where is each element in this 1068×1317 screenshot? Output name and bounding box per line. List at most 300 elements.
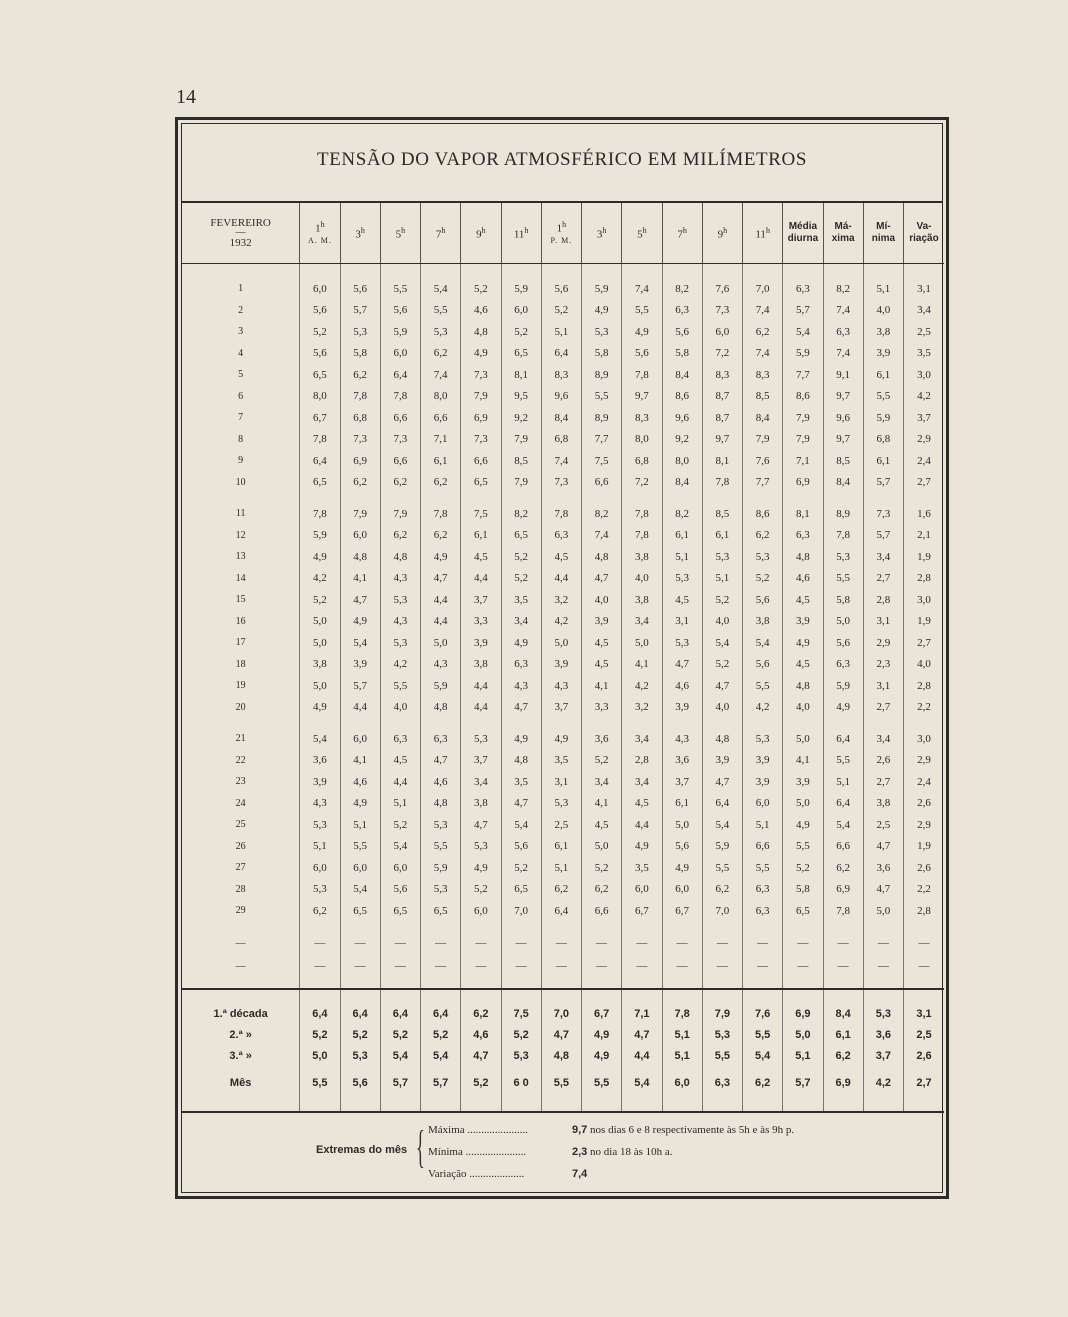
spacer-cell	[622, 718, 662, 728]
value-cell: 8,1	[501, 364, 541, 386]
value-cell: 5,9	[421, 857, 461, 879]
spacer-cell	[541, 978, 581, 989]
value-cell: 5,6	[300, 300, 340, 322]
value-cell: 8,3	[541, 364, 581, 386]
extremes-variacao-row	[428, 1168, 588, 1180]
table-row	[182, 472, 944, 494]
value-cell: 4,9	[300, 697, 340, 719]
spacer-cell	[823, 718, 863, 728]
value-cell: 2,2	[917, 701, 931, 714]
table-row	[182, 793, 944, 815]
spacer-row	[182, 989, 944, 1004]
value-cell: 6 0	[501, 1067, 541, 1099]
value-cell: 4,9	[783, 814, 823, 836]
value-cell: 4,5	[541, 546, 581, 568]
spacer-cell	[823, 493, 863, 503]
value-cell: 4,9	[622, 836, 662, 858]
value-cell: 7,4	[582, 525, 622, 547]
value-cell: 5,3	[743, 546, 783, 568]
value-cell: 5,3	[863, 1004, 903, 1025]
value-cell: 6,4	[421, 1004, 461, 1025]
spacer-cell	[340, 922, 380, 932]
value-cell: 6,4	[380, 1004, 420, 1025]
value-cell: 1,6	[917, 507, 931, 520]
value-cell: 6,1	[863, 364, 903, 386]
value-cell: 6,1	[863, 450, 903, 472]
value-cell: 6,5	[421, 900, 461, 922]
decade-summary-row	[182, 1004, 944, 1025]
value-cell: 7,8	[823, 525, 863, 547]
value-cell: 4,4	[421, 611, 461, 633]
spacer-cell	[863, 989, 903, 1004]
spacer-cell	[582, 264, 622, 279]
value-cell: 4,7	[421, 750, 461, 772]
spacer-cell	[863, 493, 903, 503]
value-cell: 5,5	[743, 675, 783, 697]
value-cell: 5,3	[380, 632, 420, 654]
value-cell: 5,0	[662, 814, 702, 836]
value-cell: 3,7	[461, 589, 501, 611]
value-cell: 5,5	[380, 675, 420, 697]
value-cell: 3,9	[300, 771, 340, 793]
table-row	[182, 879, 944, 901]
value-cell: 8,1	[702, 450, 742, 472]
value-cell: 6,2	[743, 525, 783, 547]
value-cell: 6,3	[743, 900, 783, 922]
value-cell: 7,8	[622, 503, 662, 525]
spacer-cell	[662, 493, 702, 503]
row-label: 7	[182, 407, 300, 429]
spacer-row	[182, 493, 944, 503]
spacer-cell	[823, 922, 863, 932]
header-dash: —	[235, 227, 246, 238]
header-hour	[380, 203, 420, 264]
value-cell: 5,4	[501, 814, 541, 836]
value-cell: 4,9	[501, 728, 541, 750]
value-cell: 7,5	[461, 503, 501, 525]
value-cell: 3,1	[863, 675, 903, 697]
value-cell: 5,1	[662, 1025, 702, 1046]
header-maxima-2: xima	[831, 233, 855, 244]
value-cell: —	[300, 955, 340, 978]
header-media-diurna	[783, 203, 823, 264]
header-hour	[582, 203, 622, 264]
value-cell: 5,8	[340, 343, 380, 365]
value-cell: 8,2	[501, 503, 541, 525]
value-cell: 6,5	[340, 900, 380, 922]
hour-label: 7	[677, 228, 683, 241]
value-cell: 8,4	[743, 407, 783, 429]
table-row	[182, 278, 944, 300]
value-cell: 5,6	[380, 879, 420, 901]
spacer-cell	[622, 989, 662, 1004]
spacer-cell	[501, 989, 541, 1004]
value-cell: 4,9	[461, 857, 501, 879]
value-cell: 4,6	[461, 1025, 501, 1046]
value-cell: 6,2	[582, 879, 622, 901]
value-cell: —	[541, 932, 581, 955]
spacer-cell	[380, 978, 420, 989]
value-cell: 5,1	[300, 836, 340, 858]
value-cell: 4,9	[300, 546, 340, 568]
spacer-cell	[582, 922, 622, 932]
value-cell: 2,7	[863, 697, 903, 719]
value-cell: 4,8	[501, 750, 541, 772]
value-cell: 9,6	[541, 386, 581, 408]
spacer-cell	[300, 922, 340, 932]
spacer-cell	[863, 922, 903, 932]
value-cell: 6,5	[461, 472, 501, 494]
value-cell: 5,3	[421, 814, 461, 836]
value-cell: 5,2	[783, 857, 823, 879]
value-cell: —	[501, 955, 541, 978]
header-hour	[461, 203, 501, 264]
spacer-cell	[541, 718, 581, 728]
value-cell: 7,8	[702, 472, 742, 494]
value-cell: 6,2	[340, 472, 380, 494]
value-cell: 2,9	[917, 433, 931, 446]
value-cell: 4,1	[783, 750, 823, 772]
value-cell: 5,4	[380, 1046, 420, 1067]
hour-suffix: h	[401, 226, 406, 236]
value-cell: 5,6	[743, 654, 783, 676]
value-cell: 4,8	[461, 321, 501, 343]
value-cell: 3,9	[702, 750, 742, 772]
value-cell: 5,4	[702, 814, 742, 836]
value-cell: 2,8	[917, 904, 931, 917]
value-cell: 6,0	[662, 1067, 702, 1099]
value-cell: 7,3	[863, 503, 903, 525]
header-hour	[541, 203, 581, 264]
value-cell: 6,1	[823, 1025, 863, 1046]
extremes-minima-note: no dia 18 às 10h a.	[587, 1146, 673, 1158]
value-cell: 6,4	[823, 728, 863, 750]
extremes-minima-name: Mínima ......................	[428, 1146, 527, 1158]
value-cell: 3,9	[783, 611, 823, 633]
extremes-minima-value	[572, 1146, 673, 1158]
value-cell: 7,4	[622, 278, 662, 300]
spacer-cell	[340, 264, 380, 279]
value-cell: 7,9	[501, 429, 541, 451]
value-cell: 5,0	[863, 900, 903, 922]
hour-label: 9	[476, 228, 482, 241]
value-cell: 5,9	[501, 278, 541, 300]
spacer-cell	[461, 989, 501, 1004]
value-cell: 6,5	[783, 900, 823, 922]
value-cell: 5,4	[340, 879, 380, 901]
spacer-cell	[380, 922, 420, 932]
value-cell: 2,6	[917, 861, 931, 874]
spacer-cell	[421, 718, 461, 728]
spacer-cell	[340, 718, 380, 728]
value-cell: 3,7	[461, 750, 501, 772]
table-frame-inner	[181, 123, 943, 1193]
spacer-cell	[863, 718, 903, 728]
value-cell: 4,8	[582, 546, 622, 568]
value-cell: 6,3	[501, 654, 541, 676]
value-cell: 8,3	[622, 407, 662, 429]
value-cell: 5,5	[743, 1025, 783, 1046]
value-cell: 5,0	[300, 675, 340, 697]
value-cell: 5,1	[863, 278, 903, 300]
value-cell: 4,2	[743, 697, 783, 719]
header-am: A. M.	[307, 235, 332, 245]
spacer-cell	[904, 718, 944, 728]
value-cell: 5,3	[380, 589, 420, 611]
value-cell: 6,5	[300, 472, 340, 494]
value-cell: 4,4	[461, 675, 501, 697]
extremes-maxima-row	[428, 1124, 795, 1136]
value-cell: 3,7	[541, 697, 581, 719]
spacer-cell	[421, 493, 461, 503]
value-cell: 5,3	[662, 632, 702, 654]
value-cell: 9,6	[662, 407, 702, 429]
row-label: 8	[182, 429, 300, 451]
value-cell: 6,1	[662, 793, 702, 815]
value-cell: 5,3	[300, 879, 340, 901]
value-cell: 4,9	[421, 546, 461, 568]
value-cell: 3,9	[582, 611, 622, 633]
value-cell: 4,9	[340, 793, 380, 815]
value-cell: 6,0	[461, 900, 501, 922]
spacer-cell	[582, 989, 622, 1004]
value-cell: —	[918, 960, 930, 972]
hour-suffix: h	[562, 220, 567, 230]
page-number: 14	[176, 86, 196, 108]
value-cell: 4,7	[421, 568, 461, 590]
value-cell: 6,2	[461, 1004, 501, 1025]
value-cell: 4,0	[702, 611, 742, 633]
value-cell: 5,2	[421, 1025, 461, 1046]
value-cell: 7,9	[461, 386, 501, 408]
value-cell: 5,1	[340, 814, 380, 836]
spacer-cell	[743, 264, 783, 279]
value-cell: 3,9	[863, 343, 903, 365]
value-cell: 7,5	[501, 1004, 541, 1025]
value-cell: 6,3	[541, 525, 581, 547]
row-label: 3.ª »	[182, 1046, 300, 1067]
header-pm: P. M.	[550, 235, 573, 245]
extremes-maxima-note: nos dias 6 e 8 respectivamente às 5h e às 9h p.	[587, 1124, 795, 1136]
value-cell: 2,9	[917, 754, 931, 767]
row-label: 28	[182, 879, 300, 901]
value-cell: 5,5	[702, 1046, 742, 1067]
value-cell: 4,3	[662, 728, 702, 750]
value-cell: 6,0	[300, 278, 340, 300]
value-cell: 5,3	[300, 814, 340, 836]
value-cell: 5,9	[702, 836, 742, 858]
value-cell: 5,3	[461, 728, 501, 750]
value-cell: 4,7	[662, 654, 702, 676]
spacer-cell	[582, 978, 622, 989]
value-cell: 4,4	[622, 1046, 662, 1067]
value-cell: 6,2	[743, 1067, 783, 1099]
spacer-cell	[501, 922, 541, 932]
value-cell: 5,1	[702, 568, 742, 590]
value-cell: 5,3	[501, 1046, 541, 1067]
spacer-cell	[461, 718, 501, 728]
value-cell: 4,0	[622, 568, 662, 590]
value-cell: —	[582, 932, 622, 955]
value-cell: 6,6	[421, 407, 461, 429]
value-cell: 6,2	[380, 472, 420, 494]
spacer-cell	[421, 922, 461, 932]
value-cell: 5,3	[662, 568, 702, 590]
value-cell: 5,9	[783, 343, 823, 365]
value-cell: 5,2	[501, 546, 541, 568]
value-cell: 7,3	[340, 429, 380, 451]
value-cell: 8,5	[501, 450, 541, 472]
value-cell: 2,5	[541, 814, 581, 836]
value-cell: 3,7	[863, 1046, 903, 1067]
extremes-maxima-value	[572, 1124, 794, 1136]
value-cell: 7,9	[380, 503, 420, 525]
value-cell: 8,3	[743, 364, 783, 386]
value-cell: 6,3	[743, 879, 783, 901]
value-cell: 8,6	[783, 386, 823, 408]
page-title: TENSÃO DO VAPOR ATMOSFÉRICO EM MILÍMETROS	[317, 149, 807, 170]
value-cell: 5,4	[743, 1046, 783, 1067]
value-cell: 6,0	[340, 525, 380, 547]
hour-suffix: h	[765, 226, 770, 236]
dash-row	[182, 932, 944, 955]
spacer-cell	[702, 264, 742, 279]
value-cell: 7,5	[582, 450, 622, 472]
row-label: 25	[182, 814, 300, 836]
value-cell: 4,3	[380, 611, 420, 633]
value-cell: 5,3	[461, 836, 501, 858]
table-row	[182, 300, 944, 322]
value-cell: —	[300, 932, 340, 955]
value-cell: 5,9	[582, 278, 622, 300]
value-cell: 3,3	[461, 611, 501, 633]
row-label: —	[182, 955, 300, 978]
row-label: 21	[182, 728, 300, 750]
value-cell: 5,9	[300, 525, 340, 547]
value-cell: 9,7	[823, 429, 863, 451]
value-cell: 3,9	[662, 697, 702, 719]
value-cell: 5,5	[582, 386, 622, 408]
spacer-cell	[421, 264, 461, 279]
value-cell: 5,2	[461, 278, 501, 300]
value-cell: 6,0	[300, 857, 340, 879]
value-cell: 9,5	[501, 386, 541, 408]
value-cell: 3,0	[917, 593, 931, 606]
value-cell: 5,3	[340, 321, 380, 343]
value-cell: 4,9	[541, 728, 581, 750]
value-cell: 5,1	[743, 814, 783, 836]
value-cell: 7,2	[702, 343, 742, 365]
value-cell: 2,8	[622, 750, 662, 772]
value-cell: 7,8	[300, 429, 340, 451]
spacer-cell	[743, 978, 783, 989]
value-cell: 5,0	[300, 611, 340, 633]
spacer-cell	[421, 978, 461, 989]
hour-label: 1	[315, 222, 321, 235]
table-row	[182, 697, 944, 719]
value-cell: 4,7	[461, 1046, 501, 1067]
value-cell: 4,0	[702, 697, 742, 719]
value-cell: 8,2	[823, 278, 863, 300]
value-cell: 4,4	[380, 771, 420, 793]
value-cell: 5,6	[300, 343, 340, 365]
value-cell: 4,5	[783, 589, 823, 611]
value-cell: 4,6	[340, 771, 380, 793]
value-cell: 4,2	[622, 675, 662, 697]
value-cell: 6,0	[743, 793, 783, 815]
value-cell: 4,7	[863, 879, 903, 901]
value-cell: —	[783, 955, 823, 978]
value-cell: 3,2	[541, 589, 581, 611]
value-cell: 3,6	[300, 750, 340, 772]
value-cell: 4,5	[380, 750, 420, 772]
header-row	[182, 203, 944, 264]
value-cell: 5,2	[340, 1025, 380, 1046]
value-cell: 5,6	[823, 632, 863, 654]
value-cell: 6,9	[783, 472, 823, 494]
hour-suffix: h	[682, 226, 687, 236]
value-cell: 5,2	[582, 750, 622, 772]
value-cell: 6,5	[501, 879, 541, 901]
table-row	[182, 429, 944, 451]
spacer-cell	[340, 978, 380, 989]
table-row	[182, 728, 944, 750]
value-cell: 7,0	[702, 900, 742, 922]
value-cell: 6,5	[380, 900, 420, 922]
value-cell: —	[541, 955, 581, 978]
value-cell: 5,0	[582, 836, 622, 858]
header-variacao-2: riação	[909, 233, 939, 244]
row-label: 20	[182, 697, 300, 719]
value-cell: 4,4	[622, 814, 662, 836]
row-label: 9	[182, 450, 300, 472]
value-cell: 8,6	[743, 503, 783, 525]
table-row	[182, 836, 944, 858]
value-cell: 4,4	[541, 568, 581, 590]
row-label: 1.ª década	[182, 1004, 300, 1025]
value-cell: 3,7	[662, 771, 702, 793]
value-cell: 6,0	[340, 728, 380, 750]
extremes-label: Extremas do mês	[316, 1144, 408, 1156]
spacer-cell	[783, 493, 823, 503]
value-cell: 6,8	[863, 429, 903, 451]
value-cell: 5,3	[743, 728, 783, 750]
value-cell: 5,5	[823, 568, 863, 590]
spacer-cell	[380, 718, 420, 728]
value-cell: 4,8	[340, 546, 380, 568]
value-cell: 7,2	[622, 472, 662, 494]
value-cell: 4,8	[783, 675, 823, 697]
value-cell: 3,9	[743, 750, 783, 772]
spacer-cell	[182, 493, 300, 503]
value-cell: 3,0	[917, 732, 931, 745]
spacer-cell	[380, 989, 420, 1004]
value-cell: 7,4	[823, 343, 863, 365]
value-cell: 5,4	[783, 321, 823, 343]
value-cell: 4,7	[702, 675, 742, 697]
spacer-cell	[182, 989, 300, 1004]
spacer-cell	[300, 989, 340, 1004]
row-label: 24	[182, 793, 300, 815]
value-cell: 3,8	[863, 793, 903, 815]
spacer-cell	[182, 264, 300, 279]
spacer-cell	[582, 493, 622, 503]
row-label: 1	[182, 278, 300, 300]
value-cell: 5,5	[421, 836, 461, 858]
value-cell: 8,4	[662, 472, 702, 494]
value-cell: 6,2	[380, 525, 420, 547]
value-cell: 2,9	[917, 818, 931, 831]
